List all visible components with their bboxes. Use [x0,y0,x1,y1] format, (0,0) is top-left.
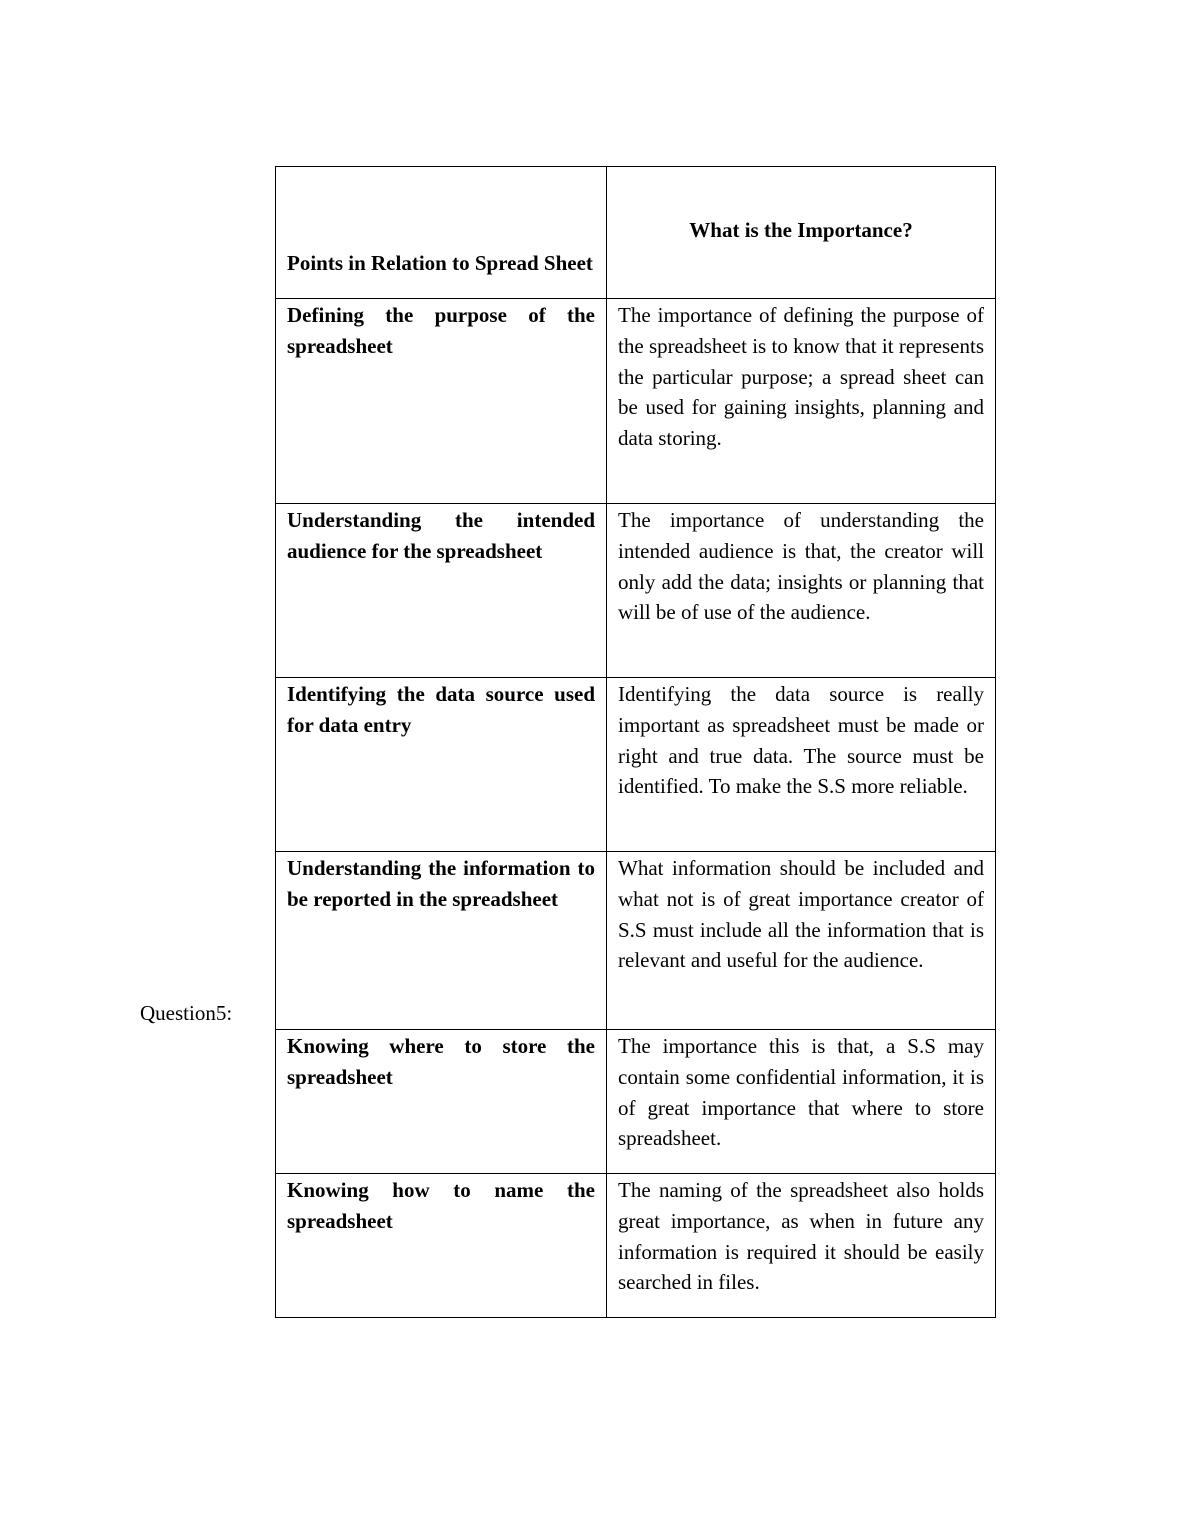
importance-cell: The importance of defining the purpose of the spreadsheet is to know that it represents the particular purpose; a spread sheet can be used for gaining insights, planning and data storing. [607,299,996,504]
table-header-row [276,167,996,299]
importance-cell: Identifying the data source is really important as spreadsheet must be made or right and true data. The source must be identified. To make the S.S more reliable. [607,678,996,852]
importance-cell: What information should be included and what not is of great importance creator of S.S must include all the information that is relevant and useful for the audience. [607,852,996,1030]
table-row [276,1174,996,1318]
table-row [276,299,996,504]
table-row [276,852,996,1030]
point-cell: Understanding the information to be reported in the spreadsheet [276,852,607,1030]
point-cell: Identifying the data source used for data entry [276,678,607,852]
header-importance: What is the Importance? [607,167,996,299]
importance-cell: The naming of the spreadsheet also holds great importance, as when in future any information is required it should be easily searched in files. [607,1174,996,1318]
importance-cell: The importance this is that, a S.S may contain some confidential information, it is of great importance that where to store spreadsheet. [607,1030,996,1174]
point-cell: Understanding the intended audience for the spreadsheet [276,504,607,678]
table-row [276,1030,996,1174]
importance-cell: The importance of understanding the intended audience is that, the creator will only add the data; insights or planning that will be of use of the audience. [607,504,996,678]
point-cell: Knowing how to name the spreadsheet [276,1174,607,1318]
spreadsheet-points-table [275,166,996,1318]
question-label: Question5: [140,1001,233,1025]
point-cell: Knowing where to store the spreadsheet [276,1030,607,1174]
table-row [276,504,996,678]
header-points: Points in Relation to Spread Sheet [276,167,607,299]
table-row [276,678,996,852]
point-cell: Defining the purpose of the spreadsheet [276,299,607,504]
